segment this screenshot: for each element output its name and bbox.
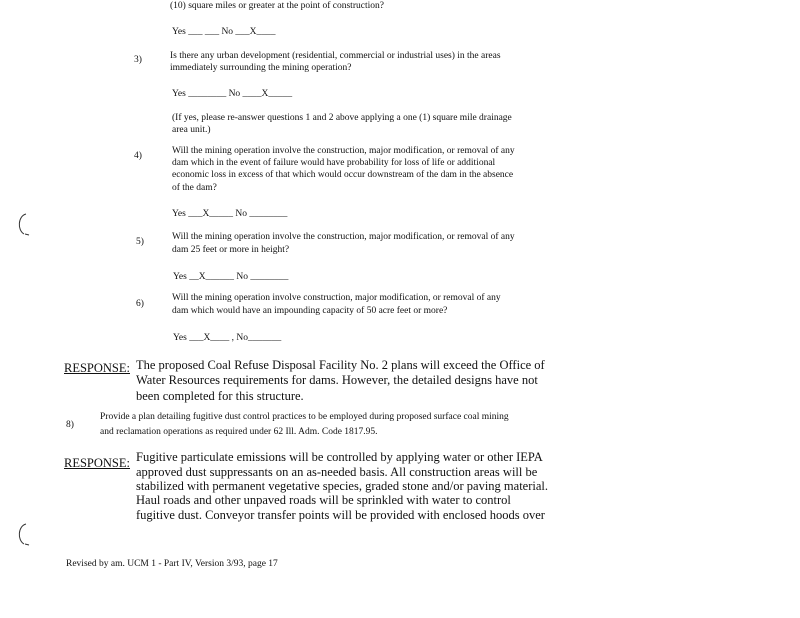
response-2-line-1: Fugitive particulate emissions will be controlled by applying water or other IEPA [136,450,543,464]
question-8-line-2: and reclamation operations as required under 62 Ill. Adm. Code 1817.95. [100,427,378,437]
response-2-label: RESPONSE: [64,456,130,470]
question-2-tail: (10) square miles or greater at the point of construction? [170,1,384,11]
question-4-line-3: economic loss in excess of that which would occur downstream of the dam in the absence [172,170,514,180]
response-1-line-1: The proposed Coal Refuse Disposal Facility No. 2 plans will exceed the Office of [136,358,545,372]
question-3-line-1: Is there any urban development (residential, commercial or industrial uses) in the areas [170,51,501,61]
question-5-number: 5) [136,237,144,247]
response-2-line-5: fugitive dust. Conveyor transfer points will be provided with enclosed hoods over [136,508,545,522]
question-5-line-1: Will the mining operation involve the construction, major modification, or removal of any [172,232,515,242]
response-2-line-2: approved dust suppressants on an as-needed basis. All construction areas will be [136,465,538,479]
question-4-number: 4) [134,151,142,161]
response-1-line-2: Water Resources requirements for dams. However, the detailed designs have not [136,373,538,387]
question-6-number: 6) [136,299,144,309]
question-5-answer: Yes __X______ No ________ [173,272,289,282]
question-4-line-1: Will the mining operation involve the construction, major modification, or removal of any [172,146,515,156]
question-3-number: 3) [134,55,142,65]
question-6-line-2: dam which would have an impounding capacity of 50 acre feet or more? [172,306,448,316]
question-5-line-2: dam 25 feet or more in height? [172,245,290,255]
question-6-answer: Yes ___X____ , No_______ [173,333,282,343]
response-2-line-4: Haul roads and other unpaved roads will be sprinkled with water to control [136,493,511,507]
question-6-line-1: Will the mining operation involve construction, major modification, or removal of any [172,293,501,303]
question-3-note-2: area unit.) [172,125,211,135]
question-4-line-2: dam which in the event of failure would have probability for loss of life or additional [172,158,496,168]
question-3-line-2: immediately surrounding the mining operation? [170,63,352,73]
question-3-answer: Yes ________ No ____X_____ [172,89,293,99]
response-2-line-3: stabilized with permanent vegetative species, graded stone and/or paving material. [136,479,549,493]
response-1-line-3: been completed for this structure. [136,389,304,403]
question-8-line-1: Provide a plan detailing fugitive dust control practices to be employed during proposed surface coal mining [100,412,509,422]
question-4-line-4: of the dam? [172,183,217,193]
margin-scan-mark-top [14,212,32,238]
question-2-answer: Yes ___ ___ No ___X____ [172,27,276,37]
question-8-number: 8) [66,420,74,430]
page-footer: Revised by am. UCM 1 - Part IV, Version 3/93, page 17 [66,559,278,569]
question-3-note-1: (If yes, please re-answer questions 1 and 2 above applying a one (1) square mile drainage [172,113,512,123]
margin-scan-mark-bottom [14,522,32,548]
question-4-answer: Yes ___X_____ No ________ [172,209,288,219]
response-1-label: RESPONSE: [64,361,130,375]
